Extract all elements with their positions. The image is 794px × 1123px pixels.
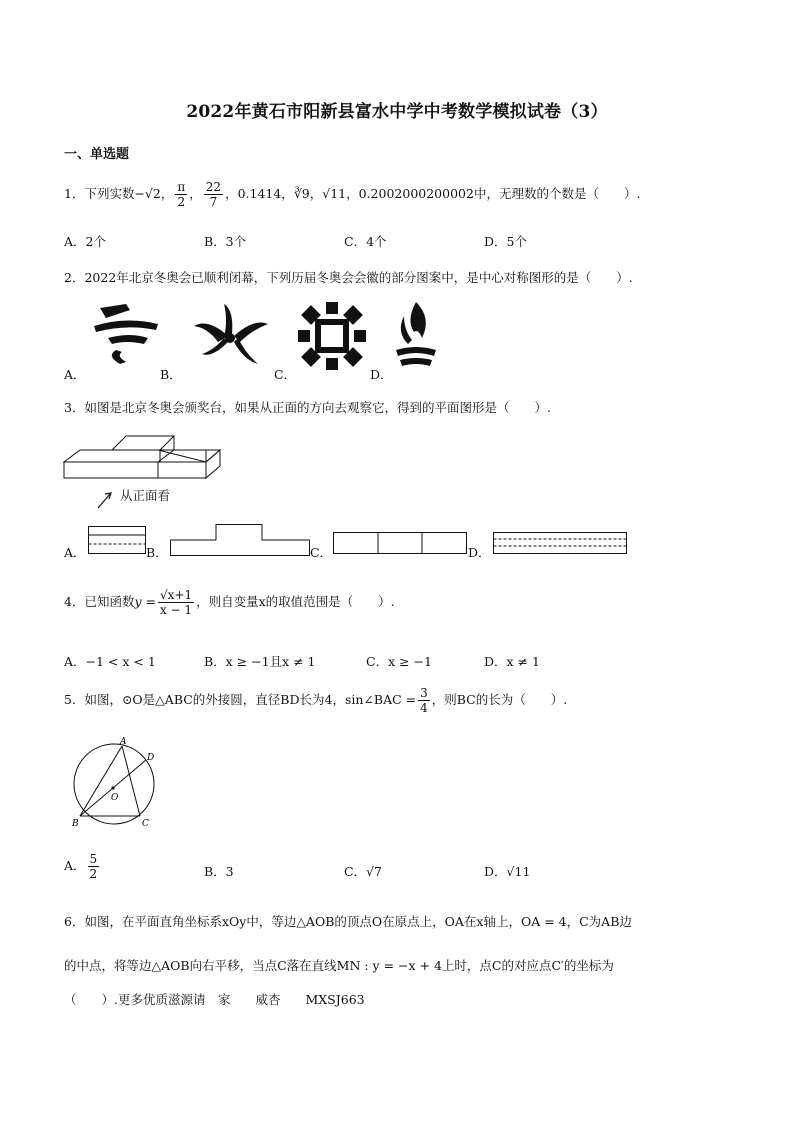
q1-option-d[interactable]: D．5个	[484, 234, 527, 249]
q4-den: x − 1	[159, 603, 193, 617]
q4-option-a[interactable]: A．−1 < x < 1	[64, 654, 156, 669]
q1-neg-sqrt2: −√2	[134, 186, 161, 201]
q5-option-a[interactable]	[64, 852, 101, 881]
question-6-line-2: 的中点，将等边△AOB向右平移，当点C落在直线MN : y = −x + 4上时，点C的对应点C′的坐标为	[64, 958, 614, 973]
question-6-line-3: （ ）.更多优质滋源请 家 威杏 MXSJ663	[64, 992, 365, 1007]
q1-sqrt11: √11	[322, 186, 347, 201]
q5-label-c: C	[142, 819, 149, 829]
q1-f-den: 7	[209, 195, 218, 209]
q4-prefix: 4．已知函数	[64, 594, 135, 609]
q1-rest1: ，0.1414，	[225, 186, 294, 201]
q1-pi-num: π	[177, 180, 186, 194]
q5-num: 3	[420, 686, 428, 700]
question-4	[64, 588, 395, 617]
q2-label-b[interactable]: B．	[160, 367, 182, 382]
q1-frac-pi	[175, 180, 187, 209]
q5-den: 4	[420, 701, 428, 715]
q4-suffix: ，则自变量x的取值范围是（ ）.	[196, 594, 395, 609]
q1-option-c[interactable]: C．4个	[344, 234, 387, 249]
question-1: 1．下列实数−√2， $\frac{\pi}{2}$ ， $\frac{22}{7}$ ，0.1414，∛9，√11，0.2002000200002中，无理数的个数是（ ）.	[64, 180, 641, 209]
question-6-line-1: 6．如图，在平面直角坐标系xOy中，等边△AOB的顶点O在原点上，OA在x轴上，OA = 4，C为AB边	[64, 914, 632, 929]
q3-view-label: 从正面看	[120, 488, 171, 503]
q5-circle-figure	[64, 734, 164, 834]
question-2: 2．2022年北京冬奥会已顺利闭幕，下列历届冬奥会会徽的部分图案中，是中心对称图形的是（ ）.	[64, 270, 633, 285]
question-5	[64, 686, 567, 715]
q5-label-o: O	[111, 793, 119, 803]
q2-label-d[interactable]: D．	[370, 367, 393, 382]
q4-fraction	[158, 588, 194, 617]
section-heading: 一、单选题	[64, 147, 130, 162]
question-3: 3．如图是北京冬奥会颁奖台，如果从正面的方向去观察它，得到的平面图形是（ ）.	[64, 400, 551, 415]
emblem-d-icon[interactable]	[392, 298, 440, 372]
q3-label-c[interactable]: C．	[310, 545, 333, 560]
emblem-a-icon[interactable]	[86, 298, 164, 370]
q3-option-d-figure[interactable]	[493, 532, 627, 554]
q5-prefix: 5．如图，⊙O是△ABC的外接圆，直径BD长为4，sin∠BAC =	[64, 692, 417, 707]
q4-num: √x+1	[159, 588, 193, 602]
q2-label-c[interactable]: C．	[274, 367, 297, 382]
q1-prefix: 1．下列实数	[64, 186, 135, 201]
q1-rest3: ，0.2002000200002中，无理数的个数是（ ）.	[346, 186, 641, 201]
q3-label-b[interactable]: B．	[146, 545, 168, 560]
q1-pi-den: 2	[177, 195, 186, 209]
q5-label-d: D	[147, 753, 155, 763]
q1-option-a[interactable]: A．2个	[64, 234, 106, 249]
q1-frac-22-7	[204, 180, 223, 209]
q5-option-a-label: A．	[64, 858, 86, 873]
q4-option-d[interactable]: D．x ≠ 1	[484, 654, 540, 669]
q5-label-b: B	[72, 819, 79, 829]
q5-label-a: A	[120, 737, 127, 747]
q5-fraction	[418, 686, 430, 715]
q3-label-a[interactable]: A．	[64, 545, 86, 560]
q5-suffix: ，则BC的长为（ ）.	[431, 692, 568, 707]
q1-cbrt9: ∛9	[293, 186, 310, 201]
q1-f-num: 22	[205, 180, 222, 194]
q5-opt-a-den: 2	[89, 867, 98, 881]
q2-label-a[interactable]: A．	[64, 367, 86, 382]
q5-opt-a-num: 5	[89, 852, 98, 866]
emblem-b-icon[interactable]	[188, 298, 272, 372]
q3-option-b-figure[interactable]	[170, 524, 310, 556]
q1-rest2: ，	[309, 186, 323, 201]
q5-option-d[interactable]: D．√11	[484, 864, 531, 879]
q5-option-c[interactable]: C．√7	[344, 864, 382, 879]
q3-label-d[interactable]: D．	[468, 545, 491, 560]
q3-option-a-figure[interactable]	[88, 526, 146, 554]
q4-option-c[interactable]: C．x ≥ −1	[366, 654, 432, 669]
q5-option-b[interactable]: B．3	[204, 864, 234, 879]
emblem-c-icon[interactable]	[296, 300, 368, 372]
q3-option-c-figure[interactable]	[333, 532, 467, 554]
q4-option-b[interactable]: B．x ≥ −1且x ≠ 1	[204, 654, 316, 669]
q5-option-a-fraction	[88, 852, 100, 881]
q4-y: y =	[134, 594, 156, 609]
q1-option-b[interactable]: B．3个	[204, 234, 247, 249]
page-title: 2022年黄石市阳新县富水中学中考数学模拟试卷（3）	[186, 102, 608, 122]
